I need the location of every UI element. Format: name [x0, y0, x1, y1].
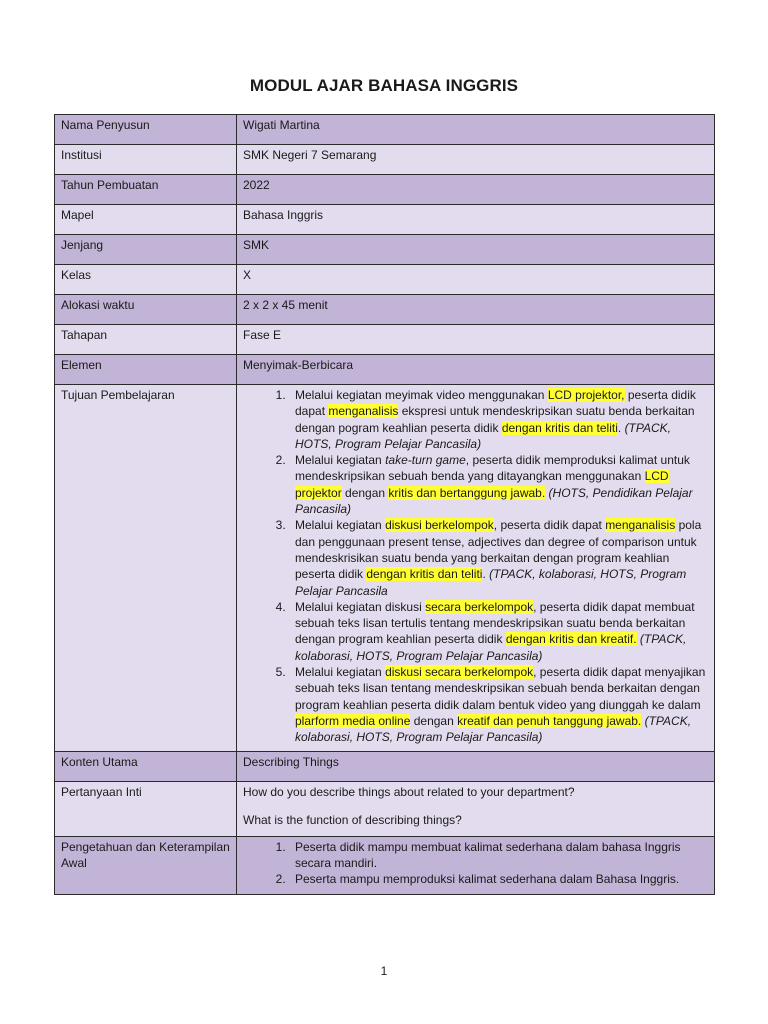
row-tahapan: [55, 325, 715, 355]
row-mapel: [55, 205, 715, 235]
row-kelas: [55, 265, 715, 295]
highlight: dengan kritis dan kreatif.: [505, 632, 637, 647]
row-konten-utama: [55, 751, 715, 781]
highlight: plarform media online: [295, 713, 411, 728]
highlight: diskusi secara berkelompok: [385, 665, 534, 680]
row-label: Elemen: [55, 355, 237, 385]
list-item: 2. Peserta mampu memproduksi kalimat sederhana dalam Bahasa Inggris.: [289, 871, 708, 887]
row-elemen: [55, 355, 715, 385]
row-tahun-pembuatan: [55, 175, 715, 205]
row-institusi: [55, 145, 715, 175]
document-title: MODUL AJAR BAHASA INGGRIS: [249, 76, 519, 95]
highlight: diskusi berkelompok: [385, 518, 494, 533]
italic-note: (HOTS, Pendidikan Pelajar Pancasila): [295, 485, 693, 517]
row-label: Kelas: [55, 265, 237, 295]
highlight: menganalisis: [328, 404, 399, 419]
page-number: 1: [380, 964, 388, 978]
italic-note: (TPACK, HOTS, Program Pelajar Pancasila): [295, 420, 672, 451]
module-info-table: [54, 114, 715, 895]
highlight: dengan kritis dan teliti: [366, 567, 483, 582]
row-value: [237, 781, 715, 836]
row-value: [237, 385, 715, 752]
question-text: What is the function of describing things?: [243, 812, 462, 827]
highlight: dengan kritis dan teliti: [501, 420, 618, 435]
row-pertanyaan-inti: [55, 781, 715, 836]
question-text: How do you describe things about related to your department?: [243, 784, 575, 799]
highlight: LCD projektor,: [547, 388, 625, 402]
row-label: Tahapan: [55, 325, 237, 355]
row-jenjang: [55, 235, 715, 265]
row-tujuan-pembelajaran: [55, 385, 715, 752]
row-value: X: [237, 265, 715, 295]
pengetahuan-list: [243, 839, 708, 888]
tujuan-list: [243, 387, 708, 746]
highlight: LCD projektor: [295, 469, 669, 500]
list-item: 3. Melalui kegiatan diskusi berkelompok, peserta didik dapat menganalisis pola dan penggunaan present tense, adjectives dan degree of comparison untuk mendeskrisikan suatu benda yang berkaitan dengan program keahlian peserta didik dengan kritis dan teliti. (TPACK, kolaborasi, HOTS, Program Pelajar Pancasila: [289, 517, 708, 598]
row-pengetahuan-awal: [55, 836, 715, 894]
italic-note: (TPACK, kolaborasi, HOTS, Program Pelajar Pancasila): [295, 632, 687, 663]
row-value: SMK: [237, 235, 715, 265]
row-value: [237, 836, 715, 894]
row-label: Konten Utama: [55, 751, 237, 781]
row-value: Describing Things: [237, 751, 715, 781]
list-item: 5. Melalui kegiatan diskusi secara berkelompok, peserta didik dapat menyajikan sebuah teks lisan tentang mendeskripsikan sebuah benda berkaitan dengan program keahlian peserta didik dalam bentuk video yang diunggah ke dalam plarform media online dengan kreatif dan penuh tanggung jawab. (TPACK, kolaborasi, HOTS, Program Pelajar Pancasila): [289, 664, 708, 745]
highlight: secara berkelompok: [425, 599, 534, 614]
row-label: Jenjang: [55, 235, 237, 265]
list-item: 2. Melalui kegiatan take-turn game, peserta didik memproduksi kalimat untuk mendeskripsikan sebuah benda yang ditayangkan menggunakan LCD projektor dengan kritis dan bertanggung jawab. (HOTS, Pendidikan Pelajar Pancasila): [289, 452, 708, 517]
row-label: Pertanyaan Inti: [55, 781, 237, 836]
row-label: Mapel: [55, 205, 237, 235]
list-item: 4. Melalui kegiatan diskusi secara berkelompok, peserta didik dapat membuat sebuah teks lisan tertulis tentang mendeskripsikan suatu benda berkaitan dengan program keahlian peserta didik dengan kritis dan kreatif. (TPACK, kolaborasi, HOTS, Program Pelajar Pancasila): [289, 599, 708, 664]
row-value: Fase E: [237, 325, 715, 355]
row-value: 2 x 2 x 45 menit: [237, 295, 715, 325]
highlight: menganalisis: [605, 518, 676, 533]
row-alokasi-waktu: [55, 295, 715, 325]
row-label: Tahun Pembuatan: [55, 175, 237, 205]
row-label: Pengetahuan dan Keterampilan Awal: [55, 836, 237, 894]
list-item: 1. Peserta didik mampu membuat kalimat sederhana dalam bahasa Inggris secara mandiri.: [289, 839, 708, 872]
row-value: SMK Negeri 7 Semarang: [237, 145, 715, 175]
row-label: Alokasi waktu: [55, 295, 237, 325]
italic-note: (TPACK, kolaborasi, HOTS, Program Pelajar Pancasila): [295, 713, 692, 745]
row-value: Bahasa Inggris: [237, 205, 715, 235]
row-label: Nama Penyusun: [55, 115, 237, 145]
italic-note: (TPACK, kolaborasi, HOTS, Program Pelajar Pancasila: [295, 567, 687, 598]
row-label: Institusi: [55, 145, 237, 175]
highlight: kreatif dan penuh tanggung jawab.: [457, 713, 642, 728]
row-label: Tujuan Pembelajaran: [55, 385, 237, 752]
row-value: Wigati Martina: [237, 115, 715, 145]
list-item: 1. Melalui kegiatan meyimak video menggunakan LCD projektor, peserta didik dapat menganalisis ekspresi untuk mendeskripsikan suatu benda berkaitan dengan pogram keahlian peserta didik dengan kritis dan teliti. (TPACK, HOTS, Program Pelajar Pancasila): [289, 387, 708, 452]
row-nama-penyusun: [55, 115, 715, 145]
row-value: 2022: [237, 175, 715, 205]
row-value: Menyimak-Berbicara: [237, 355, 715, 385]
highlight: kritis dan bertanggung jawab.: [388, 485, 546, 500]
